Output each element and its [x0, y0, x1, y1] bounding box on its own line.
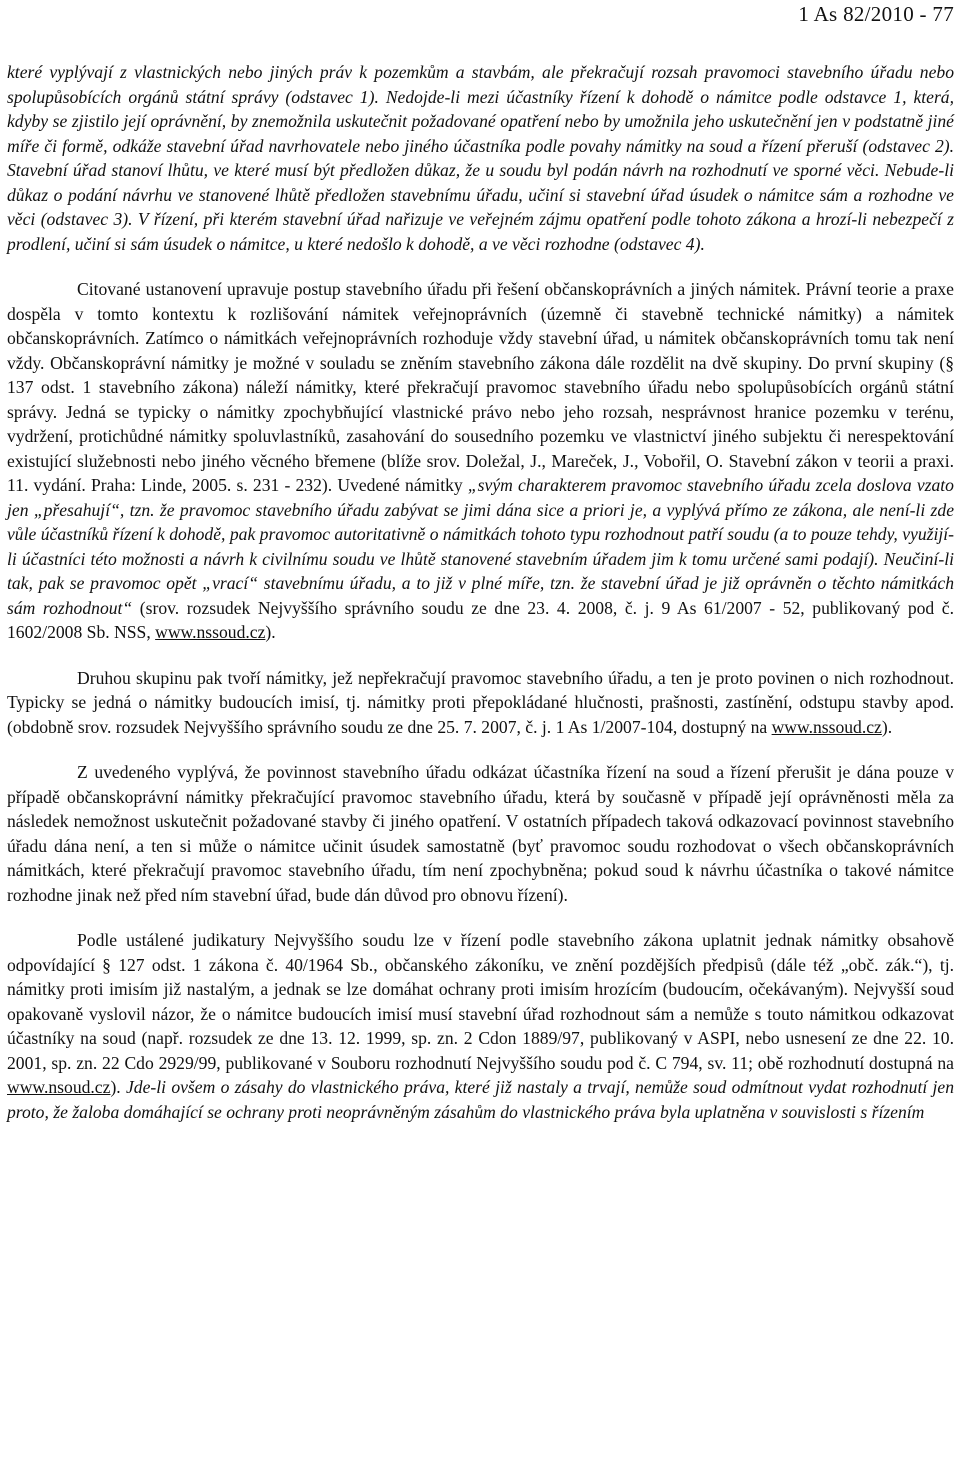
cited-provision-text: Citované ustanovení upravuje postup stavebního úřadu při řešení občanskoprávních a jiných námitek. Právní teorie a praxe dospěla v tomto kontextu k rozlišování námitek veřejnoprávních (územně či stavebně technické námitky) a námitek občanskoprávních. Zatímco o námitkách veřejnoprávních rozhoduje vždy stavební úřad, u námitek občanskoprávních tomu tak není vždy. Občanskoprávní námitky je možné v souladu se zněním stavebního zákona dále rozdělit na dvě skupiny. Do první skupiny (§ 137 odst. 1 stavebního zákona) náleží námitky, které překračují pravomoc stavebního úřadu nebo spolupůsobících orgánů státní správy. Jedná se typicky o námitky zpochybňující vlastnické právo nebo jeho rozsah, nesprávnost hranice pozemku v terénu, vydržení, protichůdné námitky spoluvlastníků, zasahování do sousedního pozemku ve vlastnictví jiného subjektu či nerespektování existující služebnosti nebo jiného věcného břemene (blíže srov. Doležal, J., Mareček, J., Vobořil, O. Stavební zákon v teorii a praxi. 11. vydání. Praha: Linde, 2005. s. 231 - 232). Uvedené námitky: [7, 279, 954, 495]
statute-quote-text: které vyplývají z vlastnických nebo jiných práv k pozemkům a stavbám, ale překračují rozsah pravomoci stavebního úřadu nebo spolupůsobících orgánů státní správy (odstavec 1). Nedojde-li mezi účastníky řízení k dohodě o námitce podle odstavce 1, která, kdyby se zjistilo její oprávnění, by znemožnila uskutečnit požadované opatření nebo by umožnila jeho uskutečnění jen v podstatně jiné míře či formě, odkáže stavební úřad navrhovatele nebo jiného účastníka podle povahy námitky na soud a řízení přeruší (odstavec 2). Stavební úřad stanoví lhůtu, ve které musí být předložen důkaz, že u soudu byl podán návrh na rozhodnutí ve sporné věci. Nebude-li důkaz o podání návrhu ve stanovené lhůtě předložen stavebnímu úřadu, učiní si stavební úřad úsudek o námitce sám a rozhodne ve věci (odstavec 3). V řízení, při kterém stavební úřad nařizuje ve veřejném zájmu opatření podle tohoto zákona a hrozí-li nebezpečí z prodlení, učiní si sám úsudek o námitce, u které nedošlo k dohodě, a ve věci rozhodne (odstavec 4).: [7, 62, 954, 254]
conclusion-text: Z uvedeného vyplývá, že povinnost stavebního úřadu odkázat účastníka řízení na soud a řízení přerušit je dána pouze v případě občanskoprávní námitky překračující pravomoc stavebního úřadu, která by současně v případě její oprávněnosti měla za následek nemožnost uskutečnit požadované stavby či jiného opatření. V ostatních případech taková odkazovací povinnost stavebního úřadu dána není, a ten si může o námitce učinit úsudek samostatně (byť pravomoc soudu rozhodovat o všech občanskoprávních námitkách, které překračují pravomoc stavebního úřadu, tím není zpochybněna; pokud soud k návrhu účastníka o takové námitce rozhodne jinak než před ním stavební úřad, bude dán důvod pro obnovu řízení).: [7, 762, 954, 905]
cited-judgment-quote: „svým charakterem pravomoc stavebního úřadu zcela doslova vzato jen „přesahují“, tzn. že pravomoc stavebního úřadu zabývat se jimi dána sice a priori je, a vyplývá přímo ze zákona, ale není-li zde vůle účastníků řízení k dohodě, pak pravomoc autoritativně o námitkách tohoto typu rozhodnout patří soudu (a to pouze tehdy, využijí-li účastníci této možnosti a návrh k civilnímu soudu ve lhůtě stanovené stavebním úřadem jim k tomu určené sami podají). Neučiní-li tak, pak se pravomoc opět „vrací“ stavebnímu úřadu, a to již v plné míře, tzn. že stavební úřad je již oprávněn o těchto námitkách sám rozhodnout“: [7, 475, 954, 618]
page-reference: 1 As 82/2010 - 77: [798, 2, 954, 26]
second-group-text: Druhou skupinu pak tvoří námitky, jež nepřekračují pravomoc stavebního úřadu, a ten je proto povinen o nich rozhodnout. Typicky se jedná o námitky budoucích imisí, tj. námitky proti přepokládané hlučnosti, prašnosti, zastínění, odstupu stavby apod. (obdobně srov. rozsudek Nejvyššího správního soudu ze dne 25. 7. 2007, č. j. 1 As 1/2007-104, dostupný na: [7, 667, 954, 737]
nssoud-link[interactable]: www.nssoud.cz: [771, 716, 882, 737]
paragraph-statute-quote: [7, 60, 954, 256]
case-law-text: Podle ustálené judikatury Nejvyššího soudu lze v řízení podle stavebního zákona uplatnit jednak námitky obsahově odpovídající § 127 odst. 1 zákona č. 40/1964 Sb., občanského zákoníku, ve znění pozdějších předpisů (dále též „obč. zák.“), tj. námitky proti imisím již nastalým, a jednak se lze domáhat ochrany proti imisím hrozícím (budoucím, očekávaným). Nejvyšší soud opakovaně vyslovil názor, že o námitce budoucích imisí musí stavební úřad rozhodnout sám a nemůže s touto námitkou odkazovat účastníky na soud (např. rozsudek ze dne 13. 12. 1999, sp. zn. 2 Cdon 1889/97, publikovaný v ASPI, nebo usnesení ze dne 22. 10. 2001, sp. zn. 22 Cdo 2929/99, publikované v Souboru rozhodnutí Nejvyššího soudu pod č. C 794, sv. 11; obě rozhodnutí dostupná na: [7, 930, 954, 1073]
paragraph-second-group: Druhou skupinu pak tvoří námitky, jež nepřekračují pravomoc stavebního úřadu, a ten je proto povinen o nich rozhodnout. Typicky se jedná o námitky budoucích imisí, tj. námitky proti přepokládané hlučnosti, prašnosti, zastínění, odstupu stavby apod. (obdobně srov. rozsudek Nejvyššího správního soudu ze dne 25. 7. 2007, č. j. 1 As 1/2007-104, dostupný na www.nssoud.cz).: [7, 667, 954, 737]
cited-provision-reference: (srov. rozsudek Nejvyššího správního soudu ze dne 23. 4. 2008, č. j. 9 As 61/2007 - 52, publikovaný pod č. 1602/2008 Sb. NSS,: [7, 597, 954, 642]
paragraph-conclusion: [7, 760, 954, 907]
case-law-italic-text: Jde-li ovšem o zásahy do vlastnického práva, které již nastaly a trvají, nemůže soud odmítnout vydat rozhodnutí jen proto, že žaloba domáhající se ochrany proti neoprávněným zásahům do vlastnického práva byla uplatněna v souvislosti s řízením: [7, 1077, 955, 1122]
document-body: [7, 60, 954, 1124]
nssoud-link[interactable]: www.nssoud.cz: [155, 622, 266, 642]
paragraph-case-law: Podle ustálené judikatury Nejvyššího soudu lze v řízení podle stavebního zákona uplatnit jednak námitky obsahově odpovídající § 127 odst. 1 zákona č. 40/1964 Sb., občanského zákoníku, ve znění pozdějších předpisů (dále též „obč. zák.“), tj. námitky proti imisím již nastalým, a jednak se lze domáhat ochrany proti imisím hrozícím (budoucím, očekávaným). Nejvyšší soud opakovaně vyslovil názor, že o námitce budoucích imisí musí stavební úřad rozhodnout sám a nemůže s touto námitkou odkazovat účastníky na soud (např. rozsudek ze dne 13. 12. 1999, sp. zn. 2 Cdon 1889/97, publikovaný v ASPI, nebo usnesení ze dne 22. 10. 2001, sp. zn. 22 Cdo 2929/99, publikované v Souboru rozhodnutí Nejvyššího soudu pod č. C 794, sv. 11; obě rozhodnutí dostupná na www.nsoud.cz). Jde-li ovšem o zásahy do vlastnického práva, které již nastaly a trvají, nemůže soud odmítnout vydat rozhodnutí jen proto, že žaloba domáhající se ochrany proti neoprávněným zásahům do vlastnického práva byla uplatněna v souvislosti s řízením: [7, 930, 955, 1122]
paragraph-cited-provision: Citované ustanovení upravuje postup stavebního úřadu při řešení občanskoprávních a jiných námitek. Právní teorie a praxe dospěla v tomto kontextu k rozlišování námitek veřejnoprávních (územně či stavebně technické námitky) a námitek občanskoprávních. Zatímco o námitkách veřejnoprávních rozhoduje vždy stavební úřad, u námitek občanskoprávních tomu tak není vždy. Občanskoprávní námitky je možné v souladu se zněním stavebního zákona dále rozdělit na dvě skupiny. Do první skupiny (§ 137 odst. 1 stavebního zákona) náleží námitky, které překračují pravomoc stavebního úřadu nebo spolupůsobících orgánů státní správy. Jedná se typicky o námitky zpochybňující vlastnické právo nebo jeho rozsah, nesprávnost hranice pozemku v terénu, vydržení, protichůdné námitky spoluvlastníků, zasahování do sousedního pozemku ve vlastnictví jiného subjektu či nerespektování existující služebnosti nebo jiného věcného břemene (blíže srov. Doležal, J., Mareček, J., Vobořil, O. Stavební zákon v teorii a praxi. 11. vydání. Praha: Linde, 2005. s. 231 - 232). Uvedené námitky „svým charakterem pravomoc stavebního úřadu zcela doslova vzato jen „přesahují“, tzn. že pravomoc stavebního úřadu zabývat se jimi dána sice a priori je, a vyplývá přímo ze zákona, ale není-li zde vůle účastníků řízení k dohodě, pak pravomoc autoritativně o námitkách tohoto typu rozhodnout patří soudu (a to pouze tehdy, využijí-li účastníci této možnosti a návrh k civilnímu soudu ve lhůtě stanovené stavebním úřadem jim k tomu určené sami podají). Neučiní-li tak, pak se pravomoc opět „vrací“ stavebnímu úřadu, a to již v plné míře, tzn. že stavební úřad je již oprávněn o těchto námitkách sám rozhodnout“ (srov. rozsudek Nejvyššího správního soudu ze dne 23. 4. 2008, č. j. 9 As 61/2007 - 52, publikovaný pod č. 1602/2008 Sb. NSS, www.nssoud.cz).: [7, 279, 954, 642]
nsoud-link[interactable]: www.nsoud.cz: [7, 1077, 111, 1097]
